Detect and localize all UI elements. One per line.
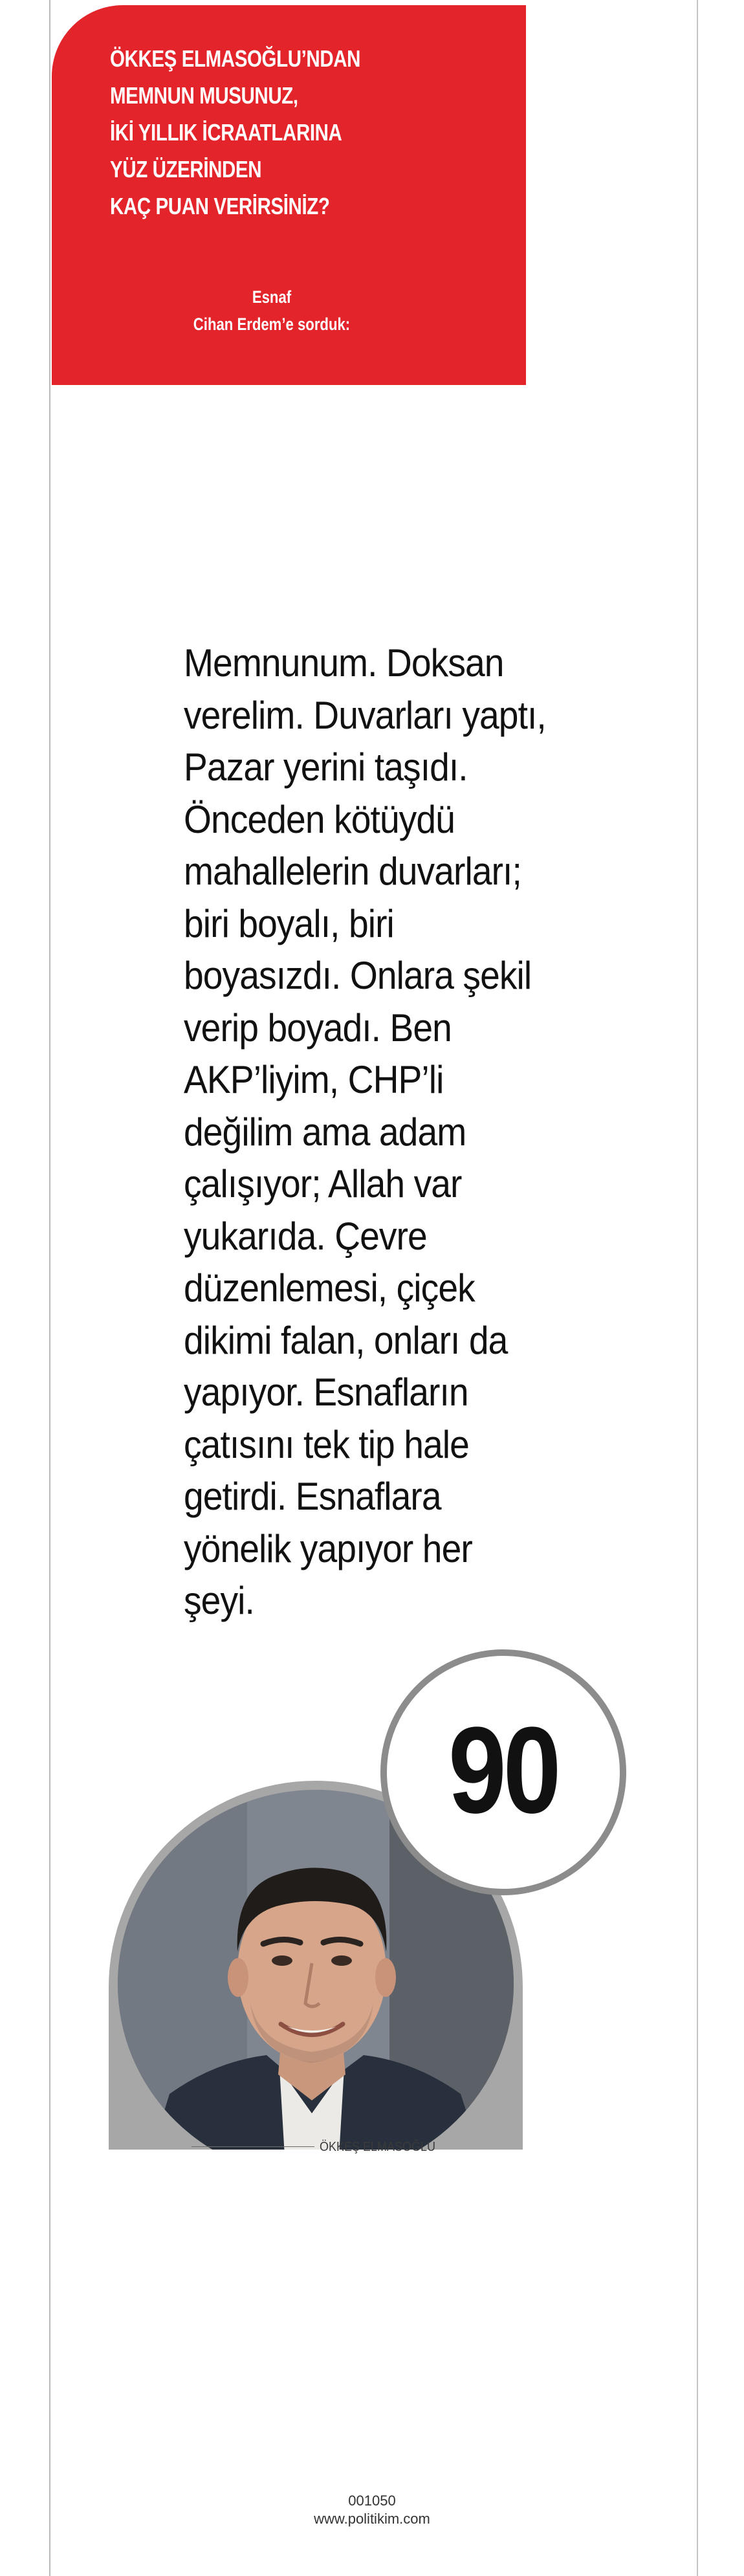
question-line: MEMNUN MUSUNUZ, [110,82,298,109]
interview-answer [184,637,600,1627]
answer-line: verelim. Duvarları yaptı, [184,693,546,737]
answer-line: boyasızdı. Onlara şekil [184,954,532,997]
interviewee-name: Cihan Erdem’e sorduk: [193,314,351,334]
answer-line: mahallelerin duvarları; [184,850,521,893]
page-code: 001050 [348,2493,396,2509]
question-line: İKİ YILLIK İCRAATLARINA [110,119,342,146]
score-badge [380,1649,626,1895]
answer-line: biri boyalı, biri [184,901,394,945]
photo-caption: ÖKKEŞ ELMASOĞLU [320,2140,436,2154]
caption-rule [191,2146,314,2147]
question-line: KAÇ PUAN VERİRSİNİZ? [110,193,330,219]
answer-line: düzenlemesi, çiçek [184,1266,475,1310]
answer-line: Pazar yerini taşıdı. [184,745,468,789]
interviewee-block [176,283,367,338]
answer-line: yönelik yapıyor her [184,1526,472,1570]
answer-line: yukarıda. Çevre [184,1214,427,1258]
website-link[interactable]: www.politikim.com [314,2511,430,2527]
left-column-rule [49,0,50,2576]
answer-line: getirdi. Esnaflara [184,1475,441,1518]
answer-line: çalışıyor; Allah var [184,1162,462,1205]
survey-question [110,40,407,225]
answer-line: çatısını tek tip hale [184,1422,469,1466]
answer-line: dikimi falan, onları da [184,1318,508,1362]
answer-line: yapıyor. Esnafların [184,1371,468,1414]
answer-line: Önceden kötüydü [184,797,455,841]
answer-line: verip boyadı. Ben [184,1006,452,1050]
answer-line: değilim ama adam [184,1110,466,1154]
right-column-rule [697,0,698,2576]
answer-line: şeyi. [184,1579,254,1622]
answer-line: Memnunum. Doksan [184,641,504,685]
question-line: ÖKKEŞ ELMASOĞLU’NDAN [110,45,361,72]
score-value: 90 [448,1702,558,1839]
interviewee-role: Esnaf [252,287,292,307]
question-line: YÜZ ÜZERİNDEN [110,156,262,182]
answer-line: AKP’liyim, CHP’li [184,1058,444,1101]
